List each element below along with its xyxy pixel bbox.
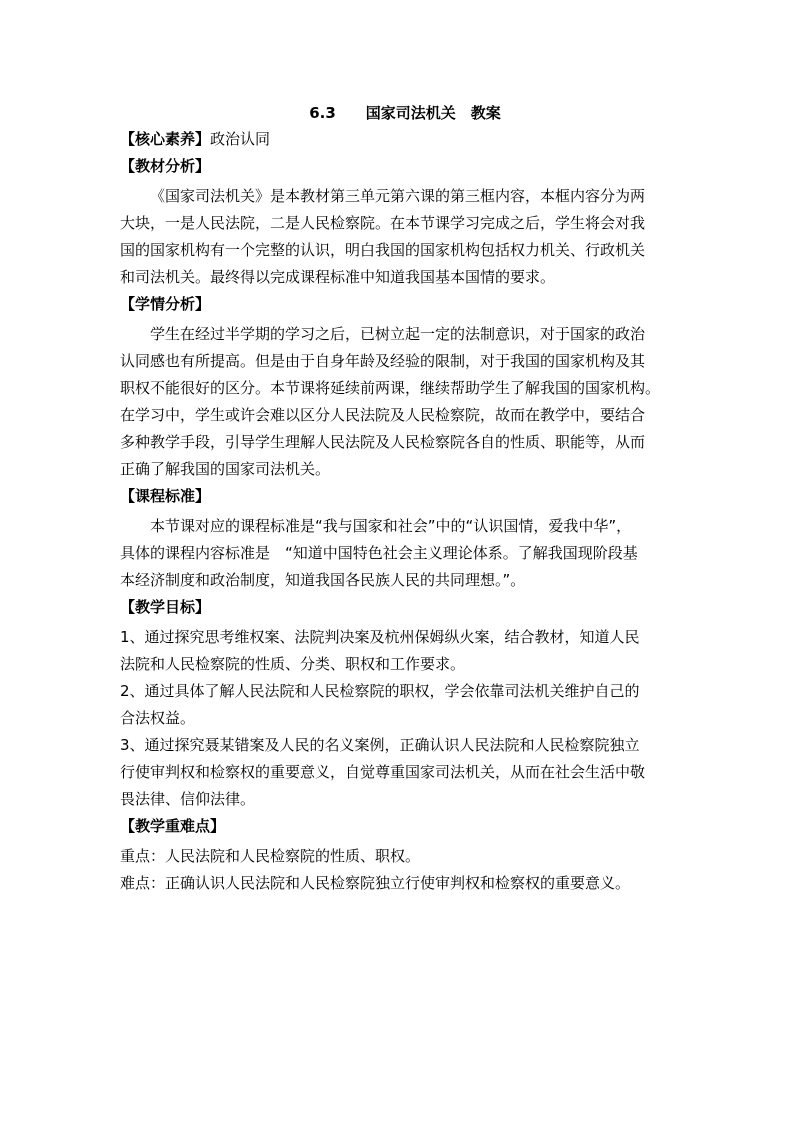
goal-line: 2、通过具体了解人民法院和人民检察院的职权，学会依靠司法机关维护自己的 xyxy=(120,682,640,700)
standard-paragraph-line: 本节课对应的课程标准是“我与国家和社会”中的“认识国情，爱我中华”， xyxy=(150,517,632,535)
learner-paragraph-line: 职权不能很好的区分。本节课将延续前两课，继续帮助学生了解我国的国家机构。 xyxy=(120,379,661,397)
learner-paragraph-line: 学生在经过半学期的学习之后，已树立起一定的法制意识，对于国家的政治 xyxy=(150,325,646,343)
goal-line: 合法权益。 xyxy=(120,709,196,727)
textbook-analysis-heading: 【教材分析】 xyxy=(120,157,211,175)
goal-line: 3、通过探究聂某错案及人民的名义案例，正确认识人民法院和人民检察院独立 xyxy=(120,736,640,754)
key-difficult-points-heading: 【教学重难点】 xyxy=(120,817,226,835)
textbook-paragraph-line: 《国家司法机关》是本教材第三单元第六课的第三框内容，本框内容分为两 xyxy=(150,187,646,205)
core-literacy-section xyxy=(120,126,680,153)
core-literacy-heading: 【核心素养】 xyxy=(120,130,211,148)
standard-paragraph-line: 本经济制度和政治制度，知道我国各民族人民的共同理想。”。 xyxy=(120,571,526,589)
learner-paragraph-line: 多种教学手段，引导学生理解人民法院及人民检察院各自的性质、职能等，从而 xyxy=(120,433,646,451)
textbook-paragraph-line: 和司法机关。最终得以完成课程标准中知道我国基本国情的要求。 xyxy=(120,268,556,286)
textbook-paragraph-line: 大块，一是人民法院，二是人民检察院。在本节课学习完成之后，学生将会对我 xyxy=(120,214,646,232)
course-standard-heading: 【课程标准】 xyxy=(120,487,211,505)
core-literacy-text: 政治认同 xyxy=(210,130,271,148)
learner-analysis-heading: 【学情分析】 xyxy=(120,295,211,313)
learner-paragraph-line: 正确了解我国的国家司法机关。 xyxy=(120,460,331,478)
standard-paragraph-line: 具体的课程内容标准是 “知道中国特色社会主义理论体系。了解我国现阶段基 xyxy=(120,544,638,562)
textbook-paragraph-line: 国的国家机构有一个完整的认识，明白我国的国家机构包括权力机关、行政机关 xyxy=(120,241,646,259)
goal-line: 畏法律、信仰法律。 xyxy=(120,790,256,808)
goal-line: 行使审判权和检察权的重要意义，自觉尊重国家司法机关，从而在社会生活中敬 xyxy=(120,763,646,781)
key-point-line: 重点：人民法院和人民检察院的性质、职权。 xyxy=(120,847,421,865)
title-number: 6.3 xyxy=(309,104,336,122)
page-title xyxy=(130,100,680,126)
difficult-point-line: 难点：正确认识人民法院和人民检察院独立行使审判权和检察权的重要意义。 xyxy=(120,874,631,892)
title-text: 国家司法机关 教案 xyxy=(365,104,501,122)
learner-paragraph-line: 认同感也有所提高。但是由于自身年龄及经验的限制，对于我国的国家机构及其 xyxy=(120,352,646,370)
learner-paragraph-line: 在学习中，学生或许会难以区分人民法院及人民检察院，故而在教学中，要结合 xyxy=(120,406,646,424)
goal-line: 法院和人民检察院的性质、分类、职权和工作要求。 xyxy=(120,655,466,673)
document-body xyxy=(120,100,680,897)
goal-line: 1、通过探究思考维权案、法院判决案及杭州保姆纵火案，结合教材，知道人民 xyxy=(120,628,640,646)
teaching-goals-heading: 【教学目标】 xyxy=(120,598,211,616)
